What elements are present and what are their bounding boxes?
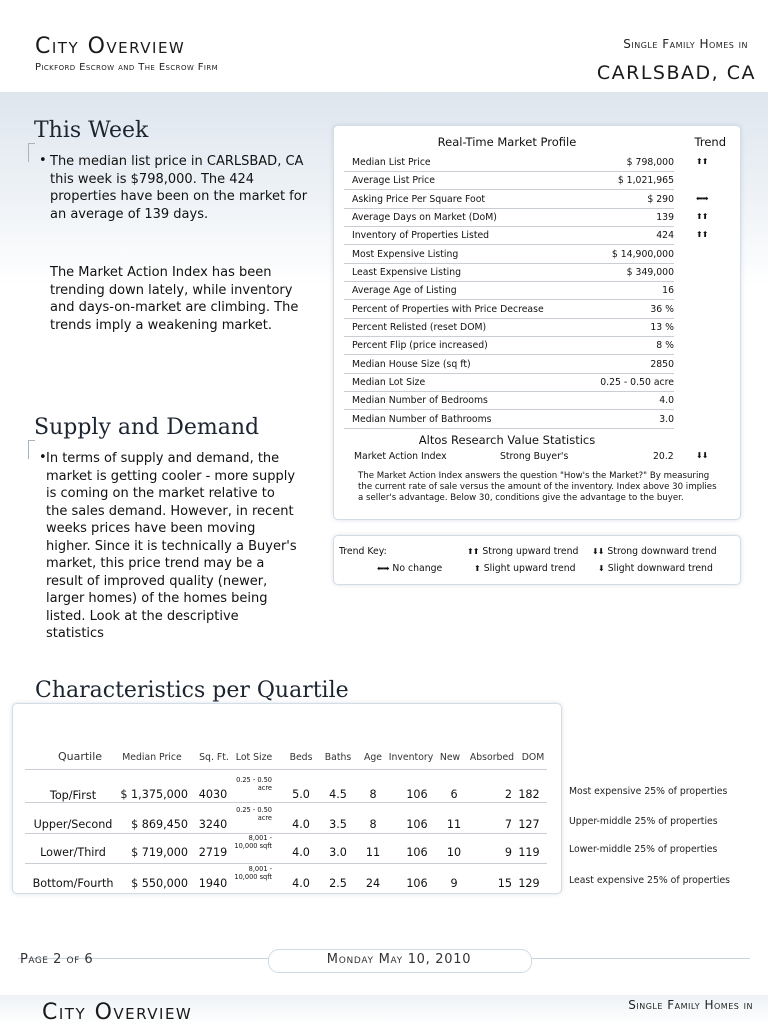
col-header-inventory: Inventory (388, 752, 434, 763)
header-right-subtitle: Single Family Homes in (623, 37, 748, 51)
col-header-absorbed: Absorbed (469, 752, 515, 763)
market-profile-row-label: Median Number of Bedrooms (352, 395, 488, 406)
market-profile-panel (333, 125, 741, 520)
trend-key-strong-up-label: Strong upward trend (482, 546, 579, 557)
quartile-cell-age: 8 (369, 818, 377, 831)
market-profile-row-label: Inventory of Properties Listed (352, 230, 490, 241)
quartile-cell-sqft: 4030 (198, 788, 228, 801)
trend-key-slight-down (598, 563, 713, 574)
this-week-title: This Week (34, 118, 149, 143)
market-profile-row (344, 208, 674, 227)
market-profile-row-label: Percent Relisted (reset DOM) (352, 322, 487, 333)
market-profile-row-value: $ 798,000 (626, 157, 674, 168)
strong-up-trend-icon: ⬆⬆ (467, 547, 479, 556)
quartile-cell-absorbed: 15 (497, 877, 512, 890)
quartile-cell-inventory: 106 (406, 818, 428, 831)
quartile-cell-baths: 4.5 (329, 788, 347, 801)
lot-size-line-2: acre (257, 813, 272, 822)
quartile-description: Upper-middle 25% of properties (569, 816, 718, 827)
market-profile-row-value: 2850 (650, 359, 674, 370)
quartile-cell-beds: 4.0 (292, 818, 310, 831)
market-profile-row-label: Percent of Properties with Price Decrease (352, 304, 544, 315)
trend-key-strong-down-label: Strong downward trend (607, 546, 717, 557)
market-action-status: Strong Buyer's (500, 451, 569, 462)
market-profile-row-label: Median Lot Size (352, 377, 426, 388)
lot-size-line-2: acre (257, 783, 272, 792)
market-profile-row-label: Average Days on Market (DoM) (352, 212, 497, 223)
quartile-cell-price: $ 869,450 (131, 818, 188, 831)
market-profile-row-value: 3.0 (659, 414, 674, 425)
quartile-cell-new: 10 (446, 846, 462, 859)
quartile-cell-age: 24 (365, 877, 381, 890)
lot-size-line-1: 8,001 - (248, 865, 272, 873)
market-profile-row-label: Percent Flip (price increased) (352, 340, 488, 351)
market-profile-row-value: $ 14,900,000 (611, 249, 674, 260)
quartile-cell-age: 8 (369, 788, 377, 801)
lot-size-line-1: 0.25 - 0.50 (236, 806, 272, 814)
quartile-cell-name: Lower/Third (40, 846, 106, 859)
trend-key-slight-up-label: Slight upward trend (483, 563, 576, 574)
trend-heading: Trend (694, 135, 726, 149)
quartile-cell-beds: 4.0 (292, 846, 310, 859)
market-profile-row-value: 16 (662, 285, 674, 296)
market-profile-row (344, 410, 674, 429)
quartile-description: Least expensive 25% of properties (569, 875, 731, 886)
lot-size-line-1: 0.25 - 0.50 (236, 776, 272, 784)
quartile-description: Lower-middle 25% of properties (569, 844, 718, 855)
quartile-cell-dom: 182 (518, 788, 540, 801)
quartile-cell-baths: 3.0 (329, 846, 347, 859)
market-action-value: 20.2 (653, 451, 674, 462)
table-row-divider (25, 802, 547, 803)
market-profile-row (344, 171, 674, 190)
market-profile-row (344, 263, 674, 282)
market-profile-row-value: 36 % (650, 304, 674, 315)
trend-key-panel (333, 535, 741, 585)
header-title: City Overview (35, 34, 186, 59)
trend-key-no-change-label: No change (392, 563, 443, 574)
quartile-cell-new: 6 (450, 788, 458, 801)
quartile-cell-absorbed: 9 (504, 846, 512, 859)
page-number: Page 2 of 6 (20, 952, 94, 967)
market-profile-row (344, 190, 674, 209)
col-header-age: Age (364, 752, 382, 763)
table-row-divider (25, 833, 547, 834)
market-profile-row-label: Least Expensive Listing (352, 267, 461, 278)
quartile-cell-lot (230, 866, 272, 881)
report-date: Monday May 10, 2010 (326, 952, 472, 967)
quartile-cell-dom: 119 (518, 846, 540, 859)
market-profile-row-value: 4.0 (659, 395, 674, 406)
quartile-cell-absorbed: 2 (504, 788, 512, 801)
market-profile-row-value: 424 (656, 230, 674, 241)
market-profile-row-label: Average List Price (352, 175, 436, 186)
quartile-cell-absorbed: 7 (504, 818, 512, 831)
header-subtitle: Pickford Escrow and The Escrow Firm (35, 62, 219, 73)
strong-up-trend-icon: ⬆⬆ (696, 212, 708, 221)
bullet-icon: • (39, 153, 47, 168)
quartile-cell-baths: 3.5 (329, 818, 347, 831)
quartile-cell-dom: 129 (518, 877, 540, 890)
lot-size-line-2: 10,000 sqft (234, 872, 272, 881)
quartile-title: Characteristics per Quartile (35, 678, 349, 703)
this-week-paragraph-1: The median list price in CARLSBAD, CA this week is $798,000. The 424 properties have been on the market for an average of 139 days. (50, 154, 308, 222)
quartile-cell-sqft: 1940 (198, 877, 228, 890)
quartile-cell-price: $ 550,000 (131, 877, 188, 890)
header-city: CARLSBAD, CA (596, 62, 756, 84)
page-header (0, 0, 768, 92)
quartile-cell-inventory: 106 (406, 846, 428, 859)
quartile-cell-age: 11 (365, 846, 381, 859)
market-profile-row-label: Median List Price (352, 157, 431, 168)
quartile-cell-beds: 5.0 (292, 788, 310, 801)
next-page-title: City Overview (42, 1000, 193, 1025)
quartile-description: Most expensive 25% of properties (569, 786, 728, 797)
market-profile-row-value: $ 349,000 (626, 267, 674, 278)
table-row-divider (25, 769, 547, 770)
market-profile-row-value: $ 1,021,965 (617, 175, 674, 186)
col-header-lot-size: Lot Size (235, 752, 273, 763)
market-profile-row (344, 245, 674, 264)
quartile-cell-baths: 2.5 (329, 877, 347, 890)
market-profile-row (344, 300, 674, 319)
slight-down-trend-icon: ⬇ (598, 564, 604, 573)
strong-up-trend-icon: ⬆⬆ (696, 230, 708, 239)
col-header-dom: DOM (521, 752, 545, 763)
market-profile-row-label: Median Number of Bathrooms (352, 414, 492, 425)
trend-key-strong-down (592, 546, 717, 557)
col-header-beds: Beds (289, 752, 313, 763)
col-header-sqft: Sq. Ft. (199, 752, 229, 763)
next-page-subtitle: Single Family Homes in (628, 998, 753, 1012)
strong-down-trend-icon: ⬇⬇ (696, 451, 708, 460)
market-profile-row (344, 391, 674, 410)
trend-key-slight-down-label: Slight downward trend (607, 563, 713, 574)
trend-key-slight-up (474, 563, 576, 574)
quartile-cell-lot (230, 807, 272, 822)
quartile-cell-price: $ 1,375,000 (120, 788, 188, 801)
market-profile-heading: Real-Time Market Profile (437, 135, 577, 149)
market-action-description: The Market Action Index answers the question "How's the Market?" By measuring the current rate of sale versus the amount of the inventory. Index above 30 implies a seller's advantage. Below 30, conditions give the advantage to the buyer. (358, 471, 717, 503)
quartile-cell-new: 11 (446, 818, 462, 831)
col-header-quartile: Quartile (57, 750, 103, 763)
quartile-cell-inventory: 106 (406, 877, 428, 890)
quartile-cell-dom: 127 (518, 818, 540, 831)
col-header-median-price: Median Price (122, 752, 182, 763)
quartile-cell-new: 9 (450, 877, 458, 890)
strong-up-trend-icon: ⬆⬆ (696, 157, 708, 166)
section-bracket (28, 143, 35, 162)
lot-size-line-1: 8,001 - (248, 834, 272, 842)
no-change-trend-icon: ⬅➡ (377, 564, 389, 573)
quartile-cell-inventory: 106 (406, 788, 428, 801)
market-profile-row-value: 139 (656, 212, 674, 223)
quartile-cell-lot (230, 777, 272, 792)
trend-key-no-change (377, 563, 442, 574)
quartile-cell-name: Upper/Second (33, 818, 113, 831)
market-profile-row (344, 226, 674, 245)
quartile-cell-price: $ 719,000 (131, 846, 188, 859)
market-profile-row (344, 336, 674, 355)
quartile-cell-name: Bottom/Fourth (32, 877, 114, 890)
table-row-divider (25, 863, 547, 864)
section-bracket (28, 440, 35, 459)
bullet-icon: • (39, 450, 47, 465)
value-stats-heading: Altos Research Value Statistics (418, 433, 596, 447)
col-header-new: New (439, 752, 461, 763)
market-profile-row (344, 318, 674, 337)
market-profile-row-label: Average Age of Listing (352, 285, 457, 296)
supply-demand-title: Supply and Demand (34, 415, 260, 440)
quartile-cell-beds: 4.0 (292, 877, 310, 890)
slight-up-trend-icon: ⬆ (474, 564, 480, 573)
this-week-paragraph-2: The Market Action Index has been trending down lately, while inventory and days-on-market are climbing. The trends imply a weakening market. (50, 265, 299, 333)
market-action-label: Market Action Index (354, 451, 447, 462)
trend-key-label: Trend Key: (339, 546, 387, 557)
market-profile-row (344, 153, 674, 172)
market-profile-row-value: 8 % (656, 340, 674, 351)
supply-demand-paragraph: In terms of supply and demand, the market is getting cooler - more supply is coming on the market relative to the sales demand. However, in recent weeks prices have been moving higher. Since it is technically a Buyer's market, this price trend may be a result of improved quality (newer, larger homes) of the homes being listed. Look at the descriptive statistics (46, 451, 297, 641)
quartile-cell-sqft: 2719 (198, 846, 228, 859)
quartile-cell-sqft: 3240 (198, 818, 228, 831)
trend-key-strong-up (467, 546, 578, 557)
market-profile-row-label: Median House Size (sq ft) (352, 359, 471, 370)
market-profile-row-label: Most Expensive Listing (352, 249, 459, 260)
market-profile-row-value: $ 290 (647, 194, 674, 205)
col-header-baths: Baths (324, 752, 352, 763)
market-profile-row-label: Asking Price Per Square Foot (352, 194, 486, 205)
market-profile-row (344, 373, 674, 392)
no-change-trend-icon: ⬅➡ (696, 194, 708, 203)
market-profile-row-value: 0.25 - 0.50 acre (600, 377, 674, 388)
quartile-cell-lot (230, 835, 272, 850)
lot-size-line-2: 10,000 sqft (234, 841, 272, 850)
market-profile-row (344, 355, 674, 374)
strong-down-trend-icon: ⬇⬇ (592, 547, 604, 556)
quartile-cell-name: Top/First (49, 789, 97, 802)
market-profile-row (344, 281, 674, 300)
market-profile-row-value: 13 % (650, 322, 674, 333)
